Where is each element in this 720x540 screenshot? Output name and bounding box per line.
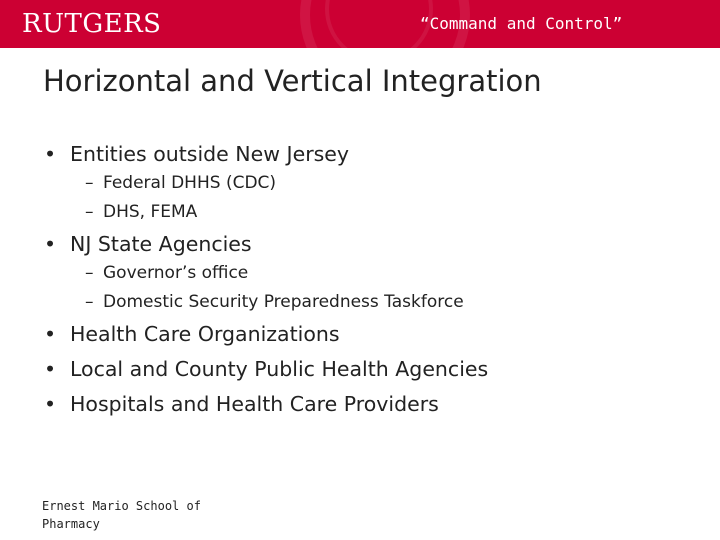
sub-bullet-marker: – [85,292,94,312]
footer-line-2: Pharmacy [42,517,100,531]
header-banner [0,0,720,48]
sub-bullet-item [44,201,684,224]
sub-bullet-item [44,291,684,314]
bullet-marker: • [44,322,57,346]
footer [42,497,262,533]
bullet-marker: • [44,392,57,416]
bullet-text: Health Care Organizations [70,322,340,346]
header-title: “Command and Control” [420,14,623,33]
bullet-text: Local and County Public Health Agencies [70,357,489,381]
bullet-text: Entities outside New Jersey [70,142,350,166]
sub-bullet-item [44,262,684,285]
sub-bullet-text: Domestic Security Preparedness Taskforce [103,292,464,312]
sub-bullet-list [44,172,684,224]
bullet-item [44,140,684,168]
bullet-item [44,230,684,258]
bullet-list [44,140,684,425]
bullet-item [44,320,684,348]
slide-title: Horizontal and Vertical Integration [43,64,542,98]
sub-bullet-marker: – [85,202,94,222]
sub-bullet-list [44,262,684,314]
sub-bullet-text: Governor’s office [103,263,249,283]
sub-bullet-item [44,172,684,195]
bullet-marker: • [44,232,57,256]
bullet-item [44,390,684,418]
bullet-marker: • [44,357,57,381]
bullet-item [44,355,684,383]
rutgers-logo: RUTGERS [22,9,162,39]
sub-bullet-text: Federal DHHS (CDC) [103,173,277,193]
sub-bullet-marker: – [85,173,94,193]
seal-watermark-inner [325,0,433,48]
bullet-marker: • [44,142,57,166]
footer-line-1: Ernest Mario School of [42,499,201,513]
sub-bullet-text: DHS, FEMA [103,202,198,222]
bullet-text: Hospitals and Health Care Providers [70,392,439,416]
sub-bullet-marker: – [85,263,94,283]
bullet-text: NJ State Agencies [70,232,252,256]
